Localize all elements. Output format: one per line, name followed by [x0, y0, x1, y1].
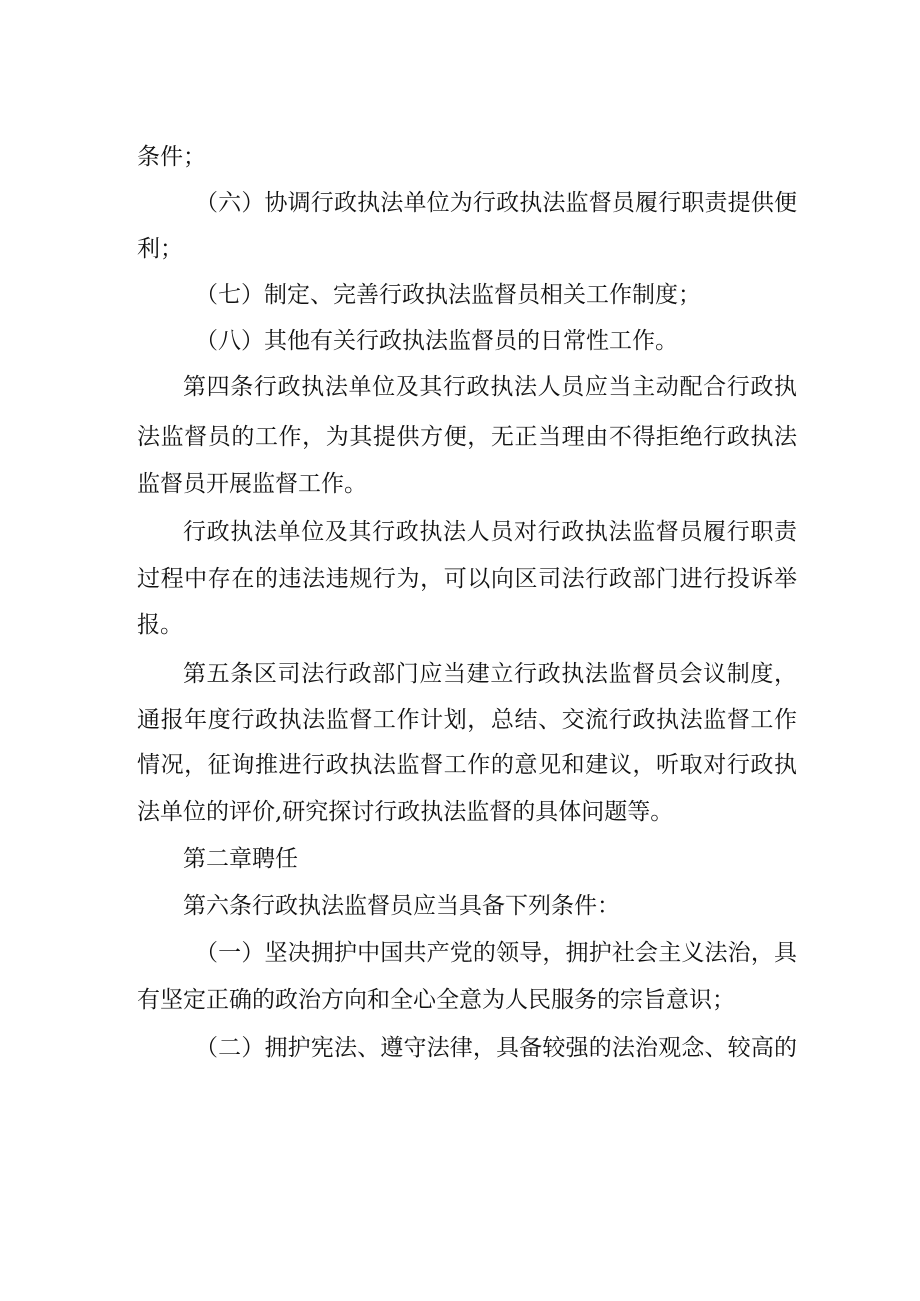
text-line: 通报年度行政执法监督工作计划，总结、交流行政执法监督工作: [137, 707, 797, 733]
text-line: 条件；: [137, 144, 206, 170]
article-6: 第六条行政执法监督员应当具备下列条件：: [183, 893, 620, 919]
text-line: 报。: [137, 612, 183, 638]
text-line: 情况，征询推进行政执法监督工作的意见和建议，听取对行政执: [137, 752, 797, 778]
list-item-2: （二）拥护宪法、遵守法律，具备较强的法治观念、较高的: [195, 1035, 797, 1061]
text-line: 法单位的评价,研究探讨行政执法监督的具体问题等。: [137, 799, 674, 825]
list-item-6: （六）协调行政执法单位为行政执法监督员履行职责提供便: [195, 190, 797, 216]
text-line: 利；: [137, 236, 183, 262]
list-item-7: （七）制定、完善行政执法监督员相关工作制度；: [195, 282, 701, 308]
article-5: 第五条区司法行政部门应当建立行政执法监督员会议制度，: [183, 661, 797, 687]
text-line: 法监督员的工作，为其提供方便，无正当理由不得拒绝行政执法: [137, 424, 797, 450]
text-line: 有坚定正确的政治方向和全心全意为人民服务的宗旨意识；: [137, 987, 735, 1013]
article-4: 第四条行政执法单位及其行政执法人员应当主动配合行政执: [183, 374, 797, 400]
text-line: 过程中存在的违法违规行为，可以向区司法行政部门进行投诉举: [137, 566, 797, 592]
chapter-heading: 第二章聘任: [183, 846, 298, 872]
text-line: 监督员开展监督工作。: [137, 471, 367, 497]
list-item-1: （一）坚决拥护中国共产党的领导，拥护社会主义法治，具: [195, 940, 797, 966]
list-item-8: （八）其他有关行政执法监督员的日常性工作。: [195, 328, 678, 354]
paragraph-line: 行政执法单位及其行政执法人员对行政执法监督员履行职责: [183, 519, 797, 545]
